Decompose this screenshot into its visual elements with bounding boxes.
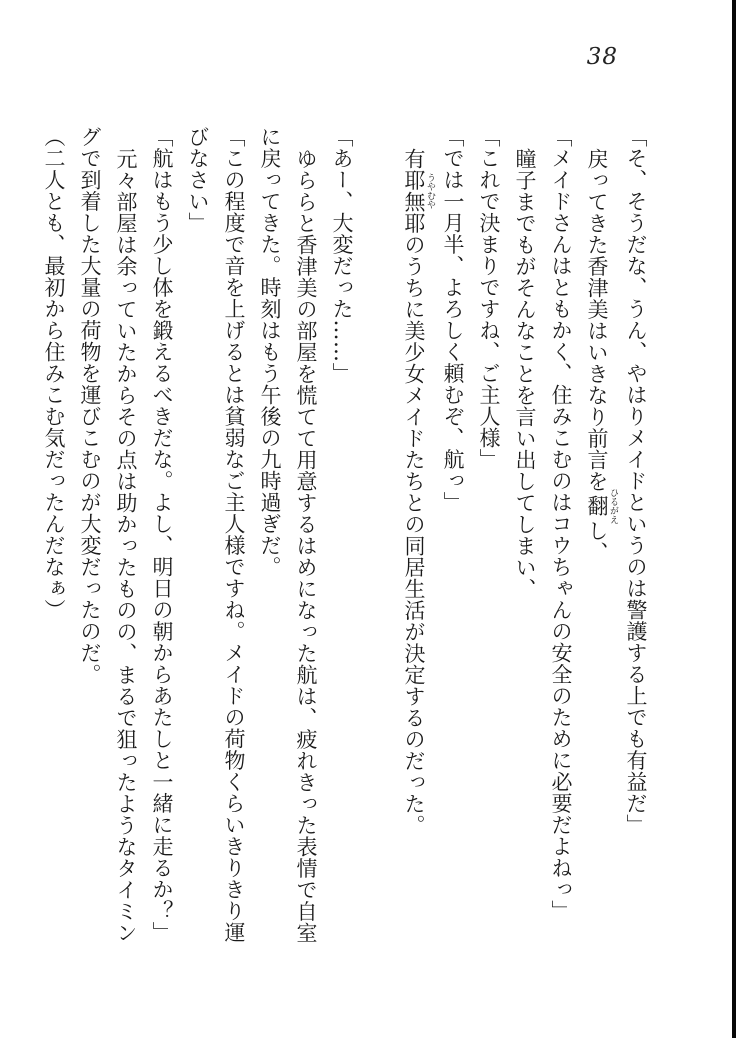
furigana-ruby: 有耶無耶 うやむや [402,147,435,234]
furigana-ruby: 翻 ひるがえ [585,487,618,524]
text-line: 元々部屋は余っていたからその点は助かったものの、まるで狙ったようなタイミン [114,147,138,943]
text-line: グで到着した大量の荷物を運びこむのが大変だったのだ。 [78,126,102,685]
text-line: 「あー、大変だった……」 [330,126,354,384]
text-line: に戻ってきた。時刻はもう午後の九時過ぎだ。 [258,126,282,578]
text-line: 有耶無耶 うやむやのうちに美少女メイドたちとの同居生活が決定するのだった。 [402,147,435,836]
text-line: 「この程度で音を上げるとは貧弱なご主人様ですね。メイドの荷物くらいきりきり運 [222,126,246,943]
vertical-text-block [36,126,654,1010]
page-number: 38 [586,44,618,70]
text-line: ゆららと香津美の部屋を慌てて用意するはめになった航は、疲れきった表情で自室 [294,147,318,943]
text-line: 瞳子までもがそんなことを言い出してしまい、 [513,147,537,599]
text-line: 戻ってきた香津美はいきなり前言を翻 ひるがえし、 [585,147,618,563]
text-line: 「航はもう少し体を鍛えるべきだな。よし、明日の朝からあたしと一緒に走るか？」 [150,126,174,943]
scan-gutter-shadow [732,0,736,1038]
text-line: 「そ、そうだな、うん、やはりメイドというのは警護する上でも有益だ」 [624,126,648,836]
scene-break-blank-line [360,126,396,1010]
text-line: （二人とも、最初から住みこむ気だったんだなぁ） [42,126,66,621]
text-line: 「では一月半、よろしく頼むぞ、航っ」 [441,126,465,513]
text-line: びなさい」 [186,126,210,234]
text-line: 「メイドさんはともかく、住みこむのはコウちゃんの安全のために必要だよねっ」 [549,126,573,922]
text-line: 「これで決まりですね、ご主人様」 [477,126,501,470]
